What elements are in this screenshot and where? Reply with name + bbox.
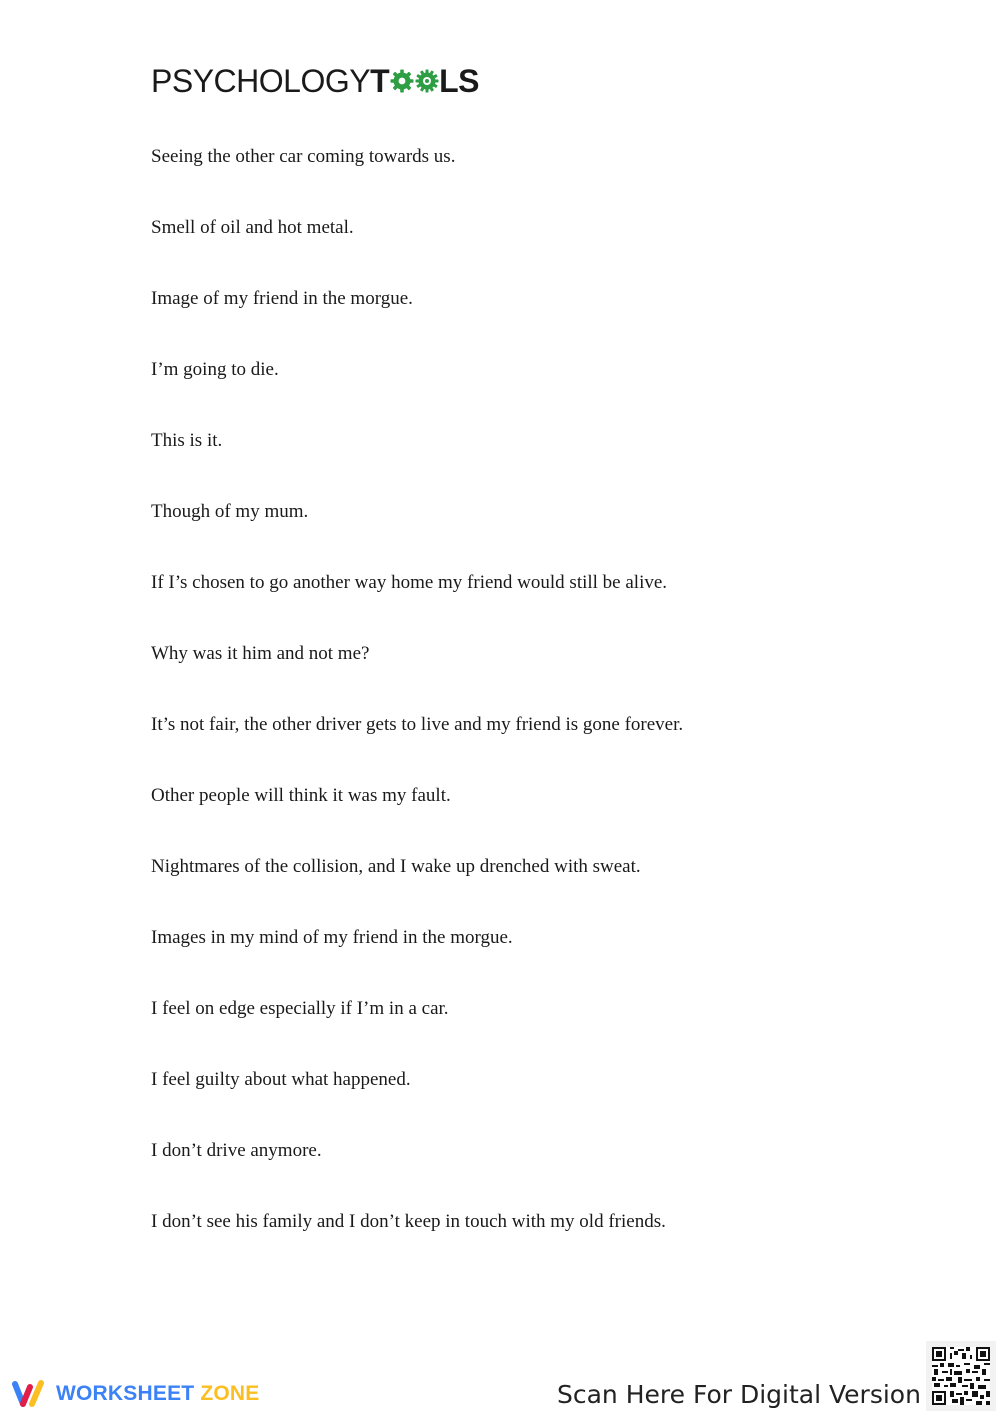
statement-line: Nightmares of the collision, and I wake up drenched with sweat. xyxy=(151,856,641,877)
logo-text-psychology: PSYCHOLOGY xyxy=(151,63,371,99)
qr-code[interactable] xyxy=(926,1341,996,1411)
statement-line: Image of my friend in the morgue. xyxy=(151,288,413,309)
logo-letter-t: T xyxy=(370,63,390,99)
statement-line: I’m going to die. xyxy=(151,359,279,380)
statement-line: Other people will think it was my fault. xyxy=(151,785,451,806)
statement-line: Images in my mind of my friend in the morgue. xyxy=(151,927,513,948)
worksheetzone-w-icon xyxy=(10,1378,50,1410)
statement-line: I don’t drive anymore. xyxy=(151,1140,322,1161)
brand-worksheet-text: WORKSHEET xyxy=(56,1382,195,1405)
statement-line: Though of my mum. xyxy=(151,501,309,522)
psychology-tools-logo xyxy=(151,64,479,98)
worksheetzone-logo[interactable] xyxy=(10,1378,259,1410)
statement-line: I feel on edge especially if I’m in a car. xyxy=(151,998,449,1019)
statement-line: It’s not fair, the other driver gets to live and my friend is gone forever. xyxy=(151,714,684,735)
statement-line: Why was it him and not me? xyxy=(151,643,370,664)
statement-line: I feel guilty about what happened. xyxy=(151,1069,411,1090)
gear-icon xyxy=(390,69,414,93)
brand-zone-text: ZONE xyxy=(200,1382,260,1405)
logo-letters-ls: LS xyxy=(439,63,479,99)
qr-code-icon xyxy=(932,1347,990,1405)
logo-text-tools xyxy=(370,64,479,98)
statement-line: If I’s chosen to go another way home my friend would still be alive. xyxy=(151,572,668,593)
scan-for-digital-version-label: Scan Here For Digital Version xyxy=(557,1380,921,1409)
statement-line: Smell of oil and hot metal. xyxy=(151,217,354,238)
worksheet-statement-list xyxy=(151,143,683,1279)
statement-line: This is it. xyxy=(151,430,223,451)
statement-line: I don’t see his family and I don’t keep in touch with my old friends. xyxy=(151,1211,666,1232)
statement-line: Seeing the other car coming towards us. xyxy=(151,146,456,167)
gear-icon xyxy=(415,69,439,93)
